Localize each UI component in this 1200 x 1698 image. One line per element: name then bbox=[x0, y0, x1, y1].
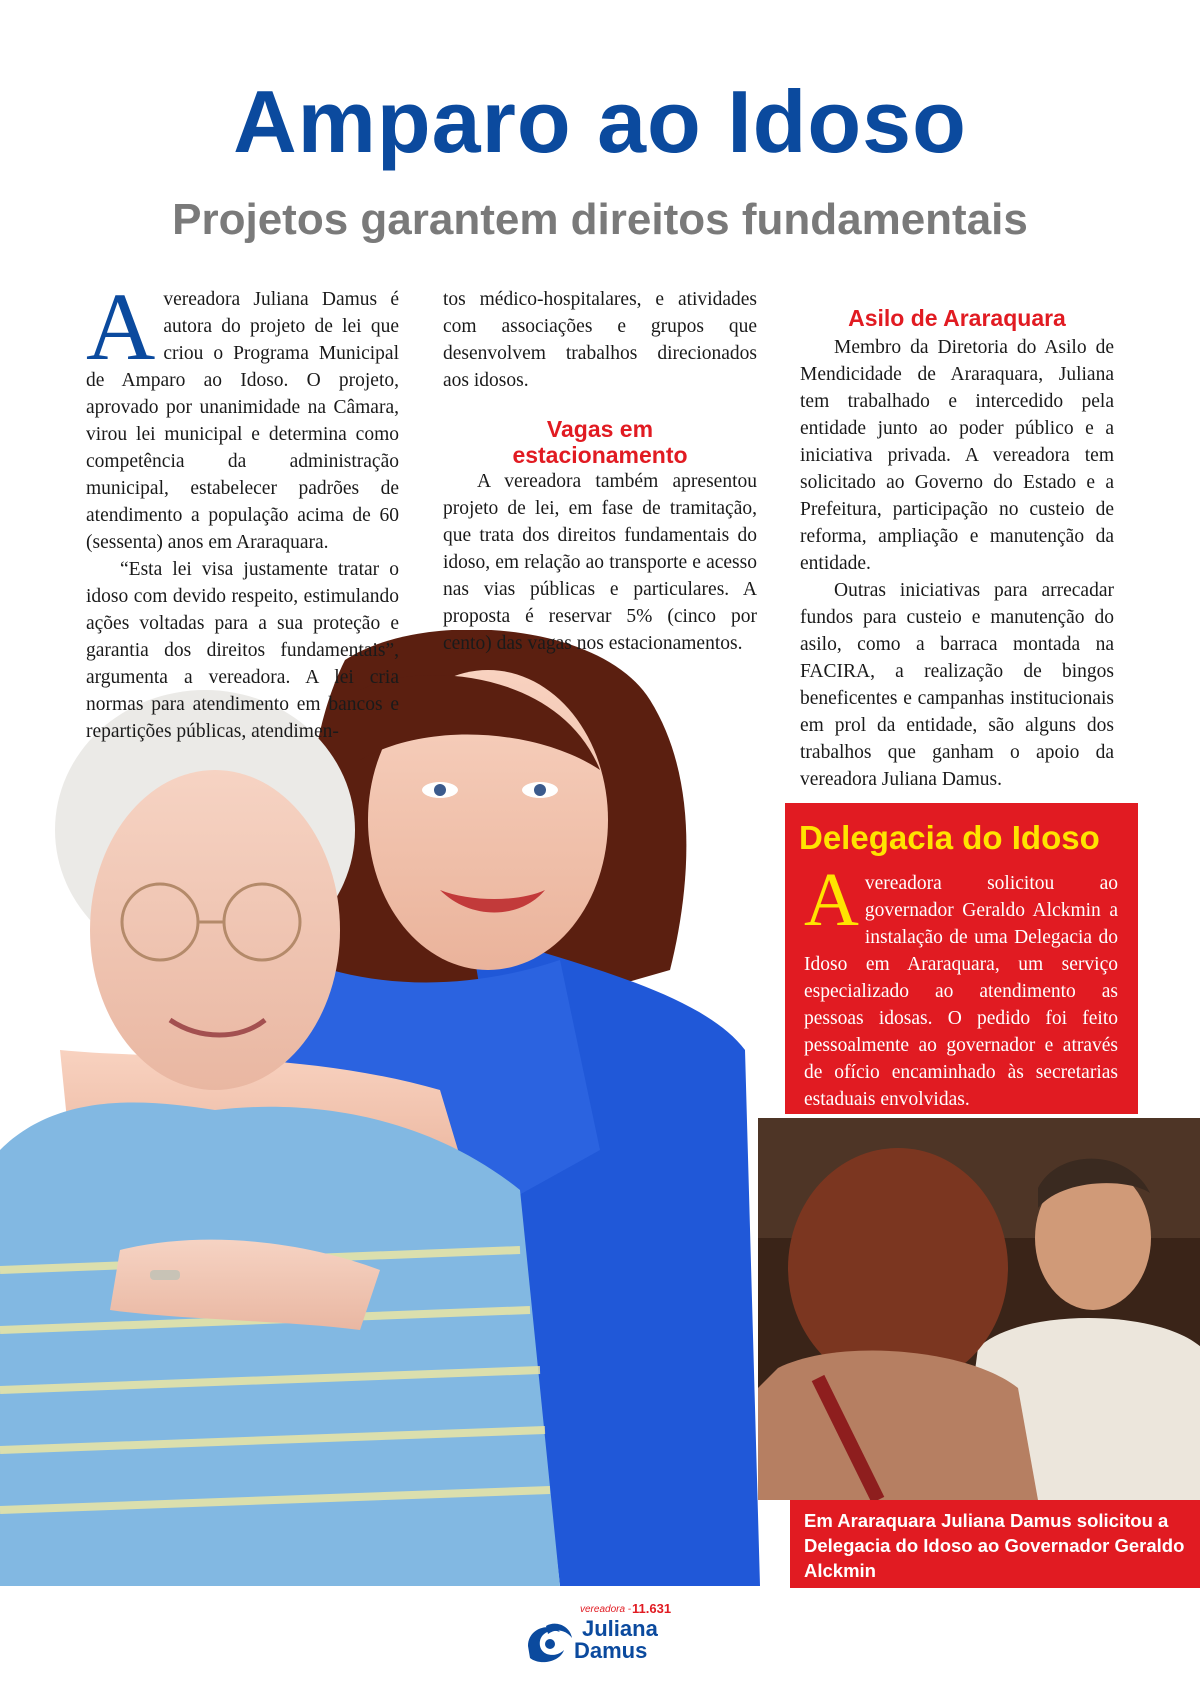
article-column-2 bbox=[443, 286, 757, 657]
logo-name-last: Damus bbox=[574, 1638, 648, 1663]
dropcap: A bbox=[86, 273, 156, 380]
article-column-3 bbox=[800, 304, 1114, 793]
paragraph: Outras iniciativas para arrecadar fundos para custeio e manutenção do asilo, como a barraca montada na FACIRA, a realização de bingos beneficentes e campanhas institucionais em prol da entidade, são alguns dos trabalhos que ganham o apoio da vereadora Juliana Damus. bbox=[800, 580, 1114, 790]
inset-photo bbox=[758, 1118, 1200, 1500]
delegacia-box bbox=[785, 803, 1138, 1114]
delegacia-heading: Delegacia do Idoso bbox=[799, 819, 1100, 856]
section-heading-vagas-line1: Vagas em bbox=[546, 416, 654, 442]
main-photo bbox=[0, 630, 760, 1586]
article-column-1 bbox=[86, 273, 399, 745]
logo-name-first: Juliana bbox=[582, 1616, 658, 1641]
delegacia-text: vereadora solicitou ao governador Geraldo Alckmin a instalação de uma Delegacia do Idoso em Araraquara, um serviço especializado ao atendimento as pessoas idosas. O pedido foi feito pessoalmente ao governador e através de ofício encaminhado às secretarias estaduais envolvidas. bbox=[804, 873, 1118, 1110]
page-title: Amparo ao Idoso bbox=[233, 72, 967, 171]
logo-swirl-icon bbox=[520, 1616, 576, 1666]
dropcap: A bbox=[804, 858, 859, 942]
photo-caption-box bbox=[790, 1500, 1200, 1588]
paragraph: tos médico-hospitalares, e atividades com associações e grupos que desenvolvem trabalhos direcionados aos idosos. bbox=[443, 289, 757, 391]
section-heading-asilo: Asilo de Araraquara bbox=[848, 305, 1066, 331]
section-heading-vagas-line2: estacionamento bbox=[512, 442, 688, 468]
paragraph: “Esta lei visa justamente tratar o idoso com devido respeito, estimulando ações voltadas para a sua proteção e garantia dos direitos fundamentais”, argumenta a vereadora. A lei cria normas para atendimento em bancos e repartições públicas, atendimen- bbox=[86, 559, 399, 742]
paragraph: Membro da Diretoria do Asilo de Mendicidade de Araraquara, Juliana tem trabalhado e intercedido pela entidade junto ao poder público e a iniciativa privada. A vereadora tem solicitado ao Governo do Estado e a Prefeitura, participação no custeio de reforma, ampliação e manutenção da entidade. bbox=[800, 337, 1114, 574]
juliana-damus-logo bbox=[520, 1601, 690, 1668]
logo-prefix: vereadora - bbox=[580, 1604, 632, 1615]
photo-caption: Em Araraquara Juliana Damus solicitou a Delegacia do Idoso ao Governador Geraldo Alckmin bbox=[804, 1510, 1185, 1581]
logo-number: 11.631 bbox=[632, 1601, 672, 1616]
paragraph: A vereadora também apresentou projeto de lei, em fase de tramitação, que trata dos direitos fundamentais do idoso, em relação ao transporte e acesso nas vias públicas e particulares. A proposta é reservar 5% (cinco por cento) das vagas nos estacionamentos. bbox=[443, 471, 757, 654]
page-subtitle: Projetos garantem direitos fundamentais bbox=[172, 195, 1028, 244]
paragraph: vereadora Juliana Damus é autora do projeto de lei que criou o Programa Municipal de Amparo ao Idoso. O projeto, aprovado por unanimidade na Câmara, virou lei municipal e determina como competência da administração municipal, estabelecer padrões de atendimento a população acima de 60 (sessenta) anos em Araraquara. bbox=[86, 289, 399, 553]
